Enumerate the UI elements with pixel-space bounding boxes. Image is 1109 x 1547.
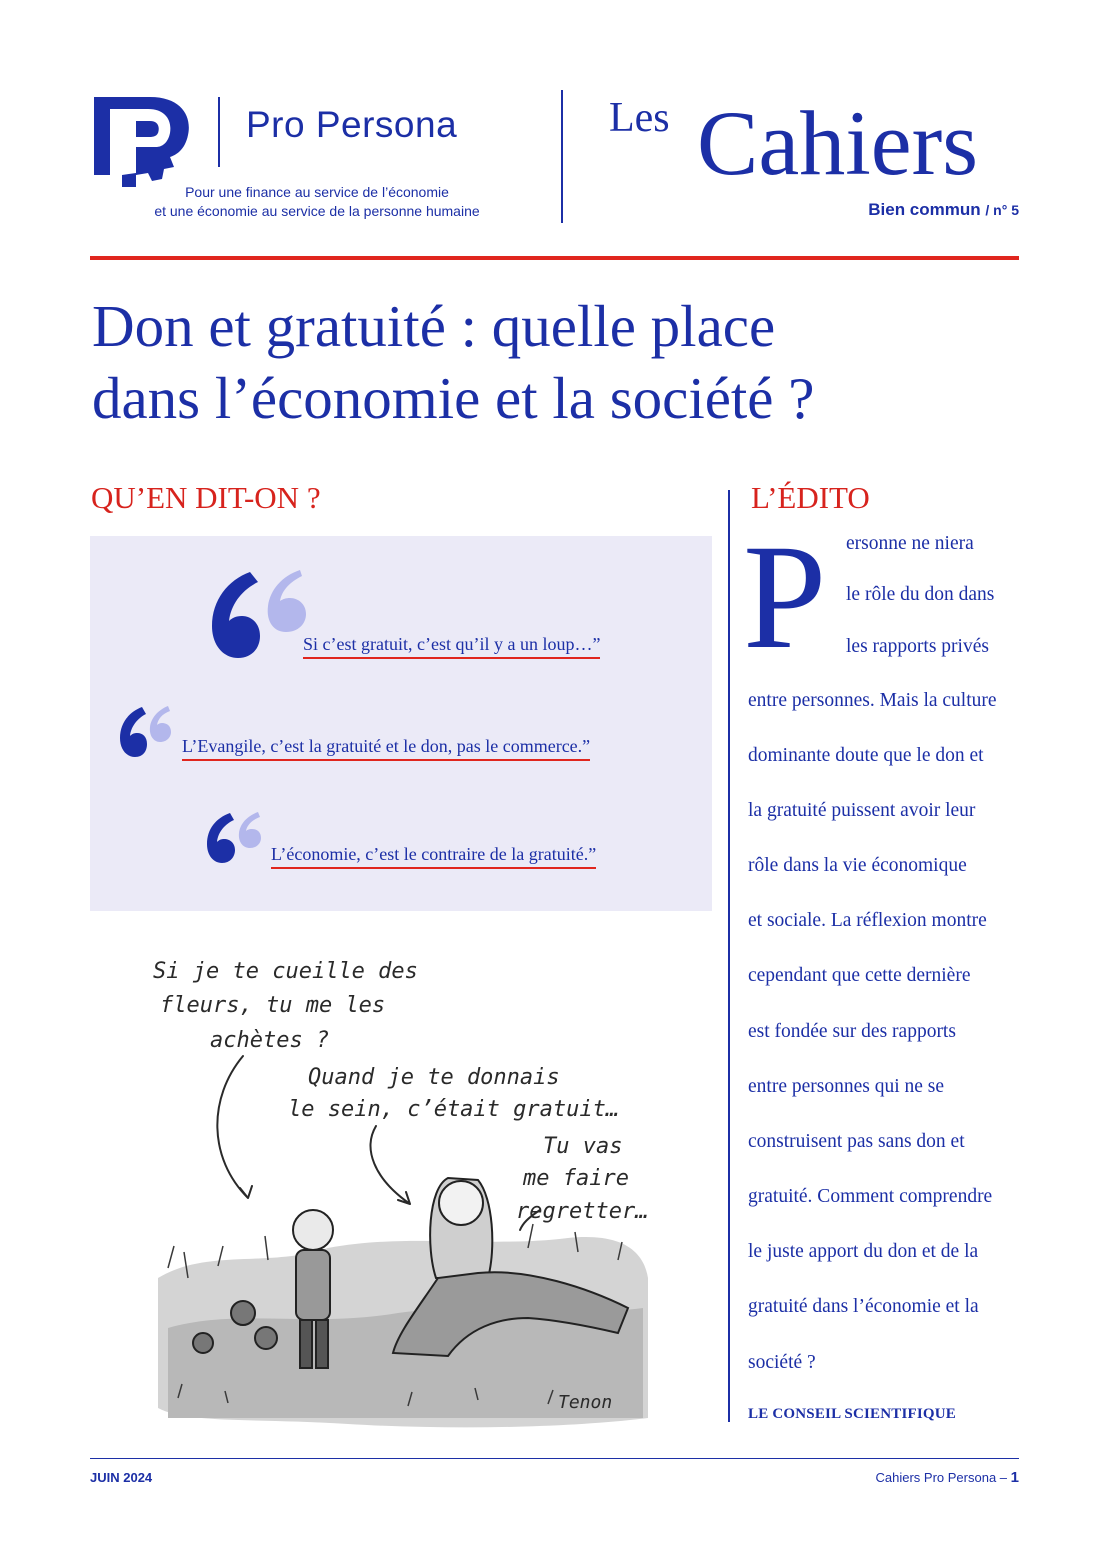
bubble1-line2: fleurs, tu me les bbox=[160, 993, 386, 1018]
series-label bbox=[868, 200, 1019, 220]
masthead-les: Les bbox=[609, 95, 670, 141]
cartoon-signature: Tenon bbox=[558, 1392, 613, 1413]
edito-line: ersonne ne niera bbox=[846, 533, 974, 554]
edito-line: entre personnes. Mais la culture bbox=[748, 690, 997, 711]
edito-line: construisent pas sans don et bbox=[748, 1131, 965, 1152]
footer-publication-name: Cahiers Pro Persona – bbox=[875, 1470, 1008, 1485]
edito-line: gratuité dans l’économie et la bbox=[748, 1296, 979, 1317]
brand-tagline bbox=[122, 183, 512, 221]
quote-3: L’économie, c’est le contraire de la gratuité.” bbox=[271, 844, 596, 869]
edito-line: le rôle du don dans bbox=[846, 584, 995, 605]
tagline-line-1: Pour une finance au service de l’économie bbox=[185, 184, 449, 200]
bubble3-line3: regretter… bbox=[516, 1199, 649, 1224]
quote-1: Si c’est gratuit, c’est qu’il y a un loup…” bbox=[303, 634, 600, 659]
edito-line: rôle dans la vie économique bbox=[748, 855, 967, 876]
edito-line: est fondée sur des rapports bbox=[748, 1021, 956, 1042]
edito-line: et sociale. La réflexion montre bbox=[748, 910, 987, 931]
brand-name: Pro Persona bbox=[246, 104, 458, 145]
tagline-line-2: et une économie au service de la personne humaine bbox=[154, 203, 480, 219]
edito-line: société ? bbox=[748, 1352, 816, 1373]
quote-mark-icon bbox=[116, 704, 174, 760]
edito-signature: LE CONSEIL SCIENTIFIQUE bbox=[748, 1406, 957, 1422]
title-line-2: dans l’économie et la société ? bbox=[92, 365, 815, 431]
quote-mark-icon bbox=[202, 810, 264, 866]
footer-rule bbox=[90, 1458, 1019, 1459]
quotes-box bbox=[90, 536, 712, 911]
cartoon-illustration bbox=[148, 948, 653, 1430]
title-line-1: Don et gratuité : quelle place bbox=[92, 293, 776, 359]
section-heading-quen-dit-on: QU’EN DIT-ON ? bbox=[91, 480, 321, 515]
quote-2: L’Evangile, c’est la gratuité et le don, pas le commerce.” bbox=[182, 736, 590, 761]
edito-line: cependant que cette dernière bbox=[748, 965, 971, 986]
edito-dropcap: P bbox=[743, 514, 827, 680]
series-name: Bien commun bbox=[868, 200, 981, 219]
bubble3-line2: me faire bbox=[523, 1166, 629, 1191]
footer-publication bbox=[876, 1469, 1019, 1486]
brand-separator bbox=[218, 97, 220, 167]
issue-number: / n° 5 bbox=[985, 202, 1019, 218]
section-heading-edito: L’ÉDITO bbox=[751, 480, 870, 515]
edito-line: les rapports privés bbox=[846, 636, 989, 657]
edito-line: entre personnes qui ne se bbox=[748, 1076, 945, 1097]
page-number: 1 bbox=[1010, 1469, 1019, 1486]
edito-line: dominante doute que le don et bbox=[748, 745, 984, 766]
edito-line: gratuité. Comment comprendre bbox=[748, 1186, 993, 1207]
pro-persona-logo bbox=[92, 95, 192, 187]
quote-mark-icon bbox=[202, 566, 314, 664]
header-separator bbox=[561, 90, 563, 223]
header-red-rule bbox=[90, 256, 1019, 260]
page-title bbox=[92, 290, 1022, 434]
bubble1-line1: Si je te cueille des bbox=[153, 959, 418, 984]
masthead-cahiers: Cahiers bbox=[697, 92, 979, 194]
footer-date: JUIN 2024 bbox=[90, 1470, 153, 1485]
bubble1-line3: achètes ? bbox=[210, 1028, 330, 1053]
edito-line: la gratuité puissent avoir leur bbox=[748, 800, 976, 821]
bubble2-line2: le sein, c’était gratuit… bbox=[288, 1097, 620, 1122]
bubble2-line1: Quand je te donnais bbox=[308, 1065, 560, 1090]
bubble3-line1: Tu vas bbox=[543, 1134, 623, 1159]
edito-line: le juste apport du don et de la bbox=[748, 1241, 979, 1262]
column-rule bbox=[728, 490, 730, 1422]
